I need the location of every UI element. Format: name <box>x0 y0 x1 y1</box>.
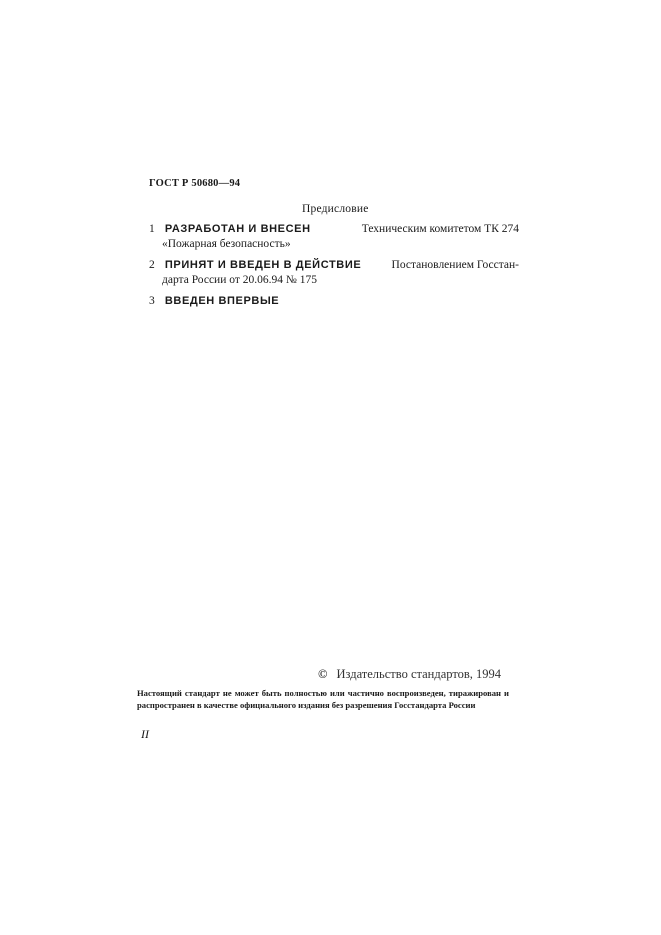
item-heading: РАЗРАБОТАН И ВНЕСЕН <box>164 223 311 235</box>
item-heading: ВВЕДЕН ВПЕРВЫЕ <box>164 295 280 307</box>
foreword-item-3 <box>149 294 519 309</box>
item-number: 2 <box>149 259 155 271</box>
item-text: Техническим комитетом ТК 274 <box>361 223 519 235</box>
reproduction-notice: Настоящий стандарт не может быть полностью или частично воспроизведен, тиражирован и распространен в качестве официального издания без разрешения Госстандарта России <box>137 688 509 710</box>
item-text: Постановлением Госстан- <box>391 259 519 271</box>
item-heading: ПРИНЯТ И ВВЕДЕН В ДЕЙСТВИЕ <box>164 259 362 271</box>
document-code: ГОСТ Р 50680—94 <box>149 178 241 189</box>
item-number: 1 <box>149 223 155 235</box>
item-continuation: дарта России от 20.06.94 № 175 <box>162 274 317 286</box>
foreword-item-1 <box>149 222 519 252</box>
copyright-text: Издательство стандартов, 1994 <box>336 667 502 681</box>
foreword-item-1-line1 <box>149 222 519 237</box>
foreword-item-2-line1 <box>149 258 519 273</box>
copyright-line <box>318 667 501 682</box>
foreword-item-2 <box>149 258 519 288</box>
item-continuation: «Пожарная безопасность» <box>162 238 291 250</box>
item-number: 3 <box>149 295 155 307</box>
copyright-icon: © <box>318 667 328 681</box>
page-number: II <box>141 727 149 741</box>
foreword-title: Предисловие <box>302 203 369 215</box>
